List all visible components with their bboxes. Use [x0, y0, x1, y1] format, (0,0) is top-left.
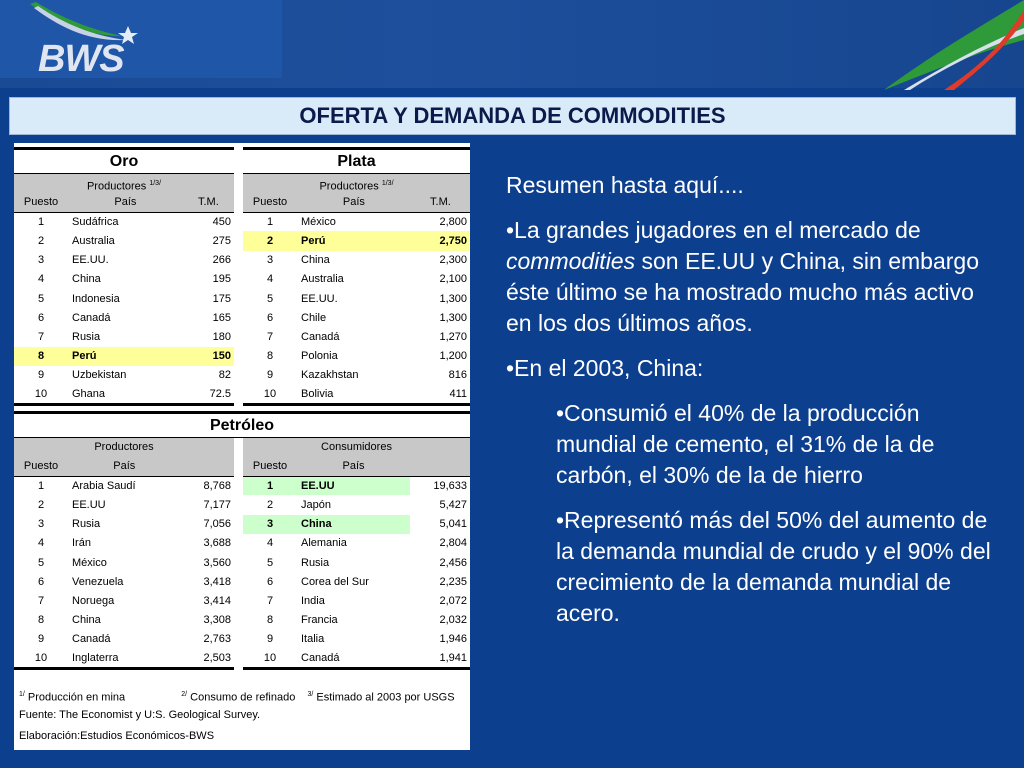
country-cell: Sudáfrica	[72, 216, 119, 229]
productores-data-table	[14, 457, 234, 670]
value-cell: 2,456	[439, 556, 467, 569]
rank-cell: 3	[243, 515, 297, 534]
table-row	[243, 212, 470, 231]
summary-point-2: •En el 2003, China:	[506, 355, 704, 381]
column-header-puesto: Puesto	[243, 457, 297, 476]
country-cell: China	[72, 614, 101, 627]
table-row	[243, 366, 470, 385]
value-cell: 195	[212, 273, 231, 286]
value-cell: 266	[212, 254, 231, 267]
rank-cell: 5	[37, 292, 45, 305]
country-cell: Ghana	[68, 385, 183, 404]
table-row	[14, 611, 234, 630]
country-cell: Polonia	[301, 350, 338, 363]
footnote-1: Producción en mina	[27, 691, 126, 704]
country-cell: Arabia Saudí	[72, 480, 136, 493]
summary-intro: Resumen hasta aquí....	[506, 172, 744, 198]
rank-cell: 9	[37, 633, 45, 646]
rank-cell: 5	[266, 292, 274, 305]
rank-cell: 9	[266, 369, 274, 382]
country-cell: Francia	[301, 614, 338, 627]
value-cell: 3,308	[203, 614, 231, 627]
source-line: Fuente: The Economist y U:S. Geological Survey.	[19, 709, 261, 721]
value-cell: 3,418	[203, 575, 231, 588]
value-cell: 8,768	[203, 480, 231, 493]
country-cell: Venezuela	[72, 575, 124, 588]
table-row	[243, 308, 470, 327]
country-cell: Corea del Sur	[301, 575, 369, 588]
oro-data-table	[14, 193, 234, 406]
value-cell: 450	[212, 216, 231, 229]
country-cell: Rusia	[72, 330, 101, 343]
value-cell: 1,200	[439, 350, 467, 363]
country-cell: Rusia	[301, 556, 330, 569]
column-header-pais: País	[68, 457, 181, 476]
rank-cell: 2	[243, 231, 297, 250]
corner-swoosh-icon	[884, 0, 1024, 90]
country-cell: EE.UU	[72, 498, 106, 511]
value-cell: 2,750	[411, 231, 470, 250]
table-row	[14, 289, 234, 308]
table-row	[243, 495, 470, 514]
plata-table	[243, 147, 470, 406]
table-row	[243, 347, 470, 366]
oro-table	[14, 147, 234, 406]
country-cell: China	[297, 515, 410, 534]
value-cell: 19,633	[433, 480, 467, 493]
value-cell: 2,763	[203, 633, 231, 646]
rank-cell: 10	[243, 385, 297, 404]
table-row	[14, 476, 234, 495]
plata-column-headers	[243, 193, 470, 212]
petroleo-table	[14, 411, 470, 670]
table-row	[243, 591, 470, 610]
consumidores-column-headers	[243, 457, 470, 476]
oro-column-headers	[14, 193, 234, 212]
column-header-tm: T.M.	[183, 193, 234, 212]
value-cell: 82	[218, 369, 231, 382]
footnote-2-mark: 2/	[181, 691, 188, 698]
rank-cell: 9	[266, 633, 274, 646]
table-row	[243, 289, 470, 308]
summary-subpoint-2: •Representó más del 50% del aumento de la demanda mundial de crudo y el 90% del crecimiento de la demanda mundial de acero.	[556, 507, 991, 626]
productores-subheader: Productores	[14, 438, 234, 457]
table-row	[243, 515, 470, 534]
summary-subpoint-1: •Consumió el 40% de la producción mundial de cemento, el 31% de la de carbón, el 30% de la de hierro	[556, 400, 935, 488]
value-cell: 175	[212, 292, 231, 305]
value-cell: 1,941	[410, 649, 470, 668]
rank-cell: 10	[243, 649, 297, 668]
summary-point-1	[506, 215, 996, 339]
country-cell: Perú	[68, 347, 183, 366]
footnote-row	[14, 684, 470, 705]
summary-point-1-a: •La grandes jugadores en el mercado de	[506, 217, 921, 243]
table-row	[14, 366, 234, 385]
country-cell: Japón	[301, 498, 331, 511]
value-cell: 150	[183, 347, 234, 366]
footnotes	[14, 684, 470, 747]
value-cell: 2,072	[439, 594, 467, 607]
rank-cell: 4	[37, 537, 45, 550]
rank-cell: 4	[266, 273, 274, 286]
country-cell: Australia	[301, 273, 344, 286]
petroleo-title: Petróleo	[14, 411, 470, 438]
country-cell: Alemania	[301, 537, 347, 550]
rank-cell: 10	[14, 649, 68, 668]
elaboration-line: Elaboración:Estudios Económicos-BWS	[19, 730, 215, 742]
rank-cell: 8	[266, 350, 274, 363]
column-header-pais: País	[297, 457, 410, 476]
rank-cell: 3	[266, 254, 274, 267]
value-cell: 72.5	[183, 385, 234, 404]
rank-cell: 8	[266, 614, 274, 627]
country-cell: EE.UU.	[72, 254, 109, 267]
country-cell: Perú	[297, 231, 411, 250]
country-cell: Italia	[301, 633, 325, 646]
country-cell: Kazakhstan	[301, 369, 359, 382]
rank-cell: 10	[14, 385, 68, 404]
rank-cell: 1	[37, 216, 45, 229]
country-cell: Canadá	[72, 311, 111, 324]
summary-point-1-b: son EE.UU y China, sin embargo éste último se ha mostrado mucho más activo en los dos últimos años.	[506, 248, 979, 336]
summary-point-1-emphasis: commodities	[506, 248, 636, 274]
country-cell: Uzbekistan	[72, 369, 127, 382]
footnote-3-mark: 3/	[307, 691, 314, 698]
table-row	[14, 553, 234, 572]
rank-cell: 1	[37, 480, 45, 493]
column-header-blank	[410, 457, 470, 476]
rank-cell: 4	[37, 273, 45, 286]
footnote-2: Consumo de refinado	[190, 691, 296, 704]
logo	[0, 0, 282, 78]
country-cell: EE.UU.	[301, 292, 338, 305]
table-row	[14, 270, 234, 289]
table-row	[14, 212, 234, 231]
plata-data-table	[243, 193, 470, 406]
rank-cell: 7	[37, 594, 45, 607]
table-row	[243, 476, 470, 495]
country-cell: Australia	[72, 234, 115, 247]
footnote-3: Estimado al 2003 por USGS	[316, 691, 455, 704]
rank-cell: 6	[266, 311, 274, 324]
table-row	[14, 591, 234, 610]
table-row	[243, 534, 470, 553]
column-header-puesto: Puesto	[14, 193, 68, 212]
rank-cell: 8	[37, 614, 45, 627]
rank-cell: 8	[14, 347, 68, 366]
table-row	[243, 630, 470, 649]
oro-subheader-note: 1/3/	[149, 180, 162, 187]
country-cell: Canadá	[301, 330, 340, 343]
table-row	[243, 385, 470, 404]
rank-cell: 2	[266, 498, 274, 511]
table-row	[14, 649, 234, 668]
country-cell: EE.UU	[297, 476, 410, 495]
table-row	[14, 327, 234, 346]
country-cell: México	[301, 216, 336, 229]
country-cell: Canadá	[72, 633, 111, 646]
table-row	[14, 251, 234, 270]
plata-title: Plata	[243, 147, 470, 174]
table-row	[14, 495, 234, 514]
title-bar	[9, 97, 1016, 135]
rank-cell: 3	[37, 254, 45, 267]
column-header-blank	[181, 457, 234, 476]
value-cell: 7,177	[203, 498, 231, 511]
value-cell: 7,056	[203, 518, 231, 531]
column-header-puesto: Puesto	[14, 457, 68, 476]
column-header-pais: País	[68, 193, 183, 212]
country-cell: Noruega	[72, 594, 115, 607]
table-row	[14, 515, 234, 534]
rank-cell: 1	[266, 216, 274, 229]
table-row	[243, 649, 470, 668]
value-cell: 180	[212, 330, 231, 343]
plata-subheader-note: 1/3/	[381, 180, 394, 187]
column-header-pais: País	[297, 193, 411, 212]
country-cell: India	[301, 594, 325, 607]
rank-cell: 9	[37, 369, 45, 382]
country-cell: Indonesia	[72, 292, 120, 305]
table-row	[14, 534, 234, 553]
value-cell: 2,032	[439, 614, 467, 627]
table-row	[243, 553, 470, 572]
country-cell: Irán	[72, 537, 91, 550]
consumidores-data-table	[243, 457, 470, 670]
value-cell: 275	[212, 234, 231, 247]
value-cell: 2,503	[181, 649, 234, 668]
table-row	[14, 231, 234, 250]
value-cell: 3,688	[203, 537, 231, 550]
value-cell: 2,300	[439, 254, 467, 267]
table-row	[14, 385, 234, 404]
consumidores-subheader: Consumidores	[243, 438, 470, 457]
table-row	[243, 572, 470, 591]
value-cell: 5,041	[439, 518, 467, 531]
column-header-tm: T.M.	[411, 193, 470, 212]
oro-subheader-label: Productores	[86, 180, 147, 193]
column-header-puesto: Puesto	[243, 193, 297, 212]
rank-cell: 6	[266, 575, 274, 588]
country-cell: México	[72, 556, 107, 569]
country-cell: China	[301, 254, 330, 267]
table-row	[14, 572, 234, 591]
value-cell: 411	[411, 385, 470, 404]
rank-cell: 4	[266, 537, 274, 550]
value-cell: 165	[212, 311, 231, 324]
table-row	[14, 308, 234, 327]
rank-cell: 2	[37, 498, 45, 511]
footnote-1-mark: 1/	[19, 691, 25, 698]
value-cell: 2,804	[439, 537, 467, 550]
rank-cell: 5	[266, 556, 274, 569]
plata-subheader	[243, 174, 470, 193]
rank-cell: 6	[37, 575, 45, 588]
commodities-table-panel	[14, 143, 470, 750]
value-cell: 2,235	[439, 575, 467, 588]
petroleo-subheaders	[14, 438, 470, 457]
value-cell: 1,300	[439, 311, 467, 324]
value-cell: 3,560	[203, 556, 231, 569]
value-cell: 2,100	[439, 273, 467, 286]
oro-title: Oro	[14, 147, 234, 174]
rank-cell: 7	[266, 330, 274, 343]
productores-column-headers	[14, 457, 234, 476]
table-row	[243, 327, 470, 346]
value-cell: 1,946	[439, 633, 467, 646]
table-row	[243, 270, 470, 289]
country-cell: Bolivia	[297, 385, 411, 404]
rank-cell: 5	[37, 556, 45, 569]
value-cell: 2,800	[439, 216, 467, 229]
table-row	[243, 251, 470, 270]
value-cell: 1,300	[439, 292, 467, 305]
rank-cell: 1	[243, 476, 297, 495]
country-cell: Inglaterra	[68, 649, 181, 668]
plata-subheader-label: Productores	[319, 180, 379, 193]
table-row	[14, 630, 234, 649]
table-row	[243, 611, 470, 630]
value-cell: 5,427	[439, 498, 467, 511]
country-cell: Canadá	[297, 649, 410, 668]
country-cell: Chile	[301, 311, 327, 324]
page-title: OFERTA Y DEMANDA DE COMMODITIES	[299, 103, 726, 128]
rank-cell: 2	[37, 234, 45, 247]
rank-cell: 7	[266, 594, 274, 607]
country-cell: China	[72, 273, 101, 286]
table-row	[243, 231, 470, 250]
summary-text	[506, 170, 996, 643]
value-cell: 816	[448, 369, 467, 382]
rank-cell: 6	[37, 311, 45, 324]
logo-text: BWS	[38, 38, 124, 80]
oro-subheader	[14, 174, 234, 193]
value-cell: 1,270	[439, 330, 467, 343]
rank-cell: 7	[37, 330, 45, 343]
rank-cell: 3	[37, 518, 45, 531]
value-cell: 3,414	[203, 594, 231, 607]
table-row	[14, 347, 234, 366]
country-cell: Rusia	[72, 518, 101, 531]
